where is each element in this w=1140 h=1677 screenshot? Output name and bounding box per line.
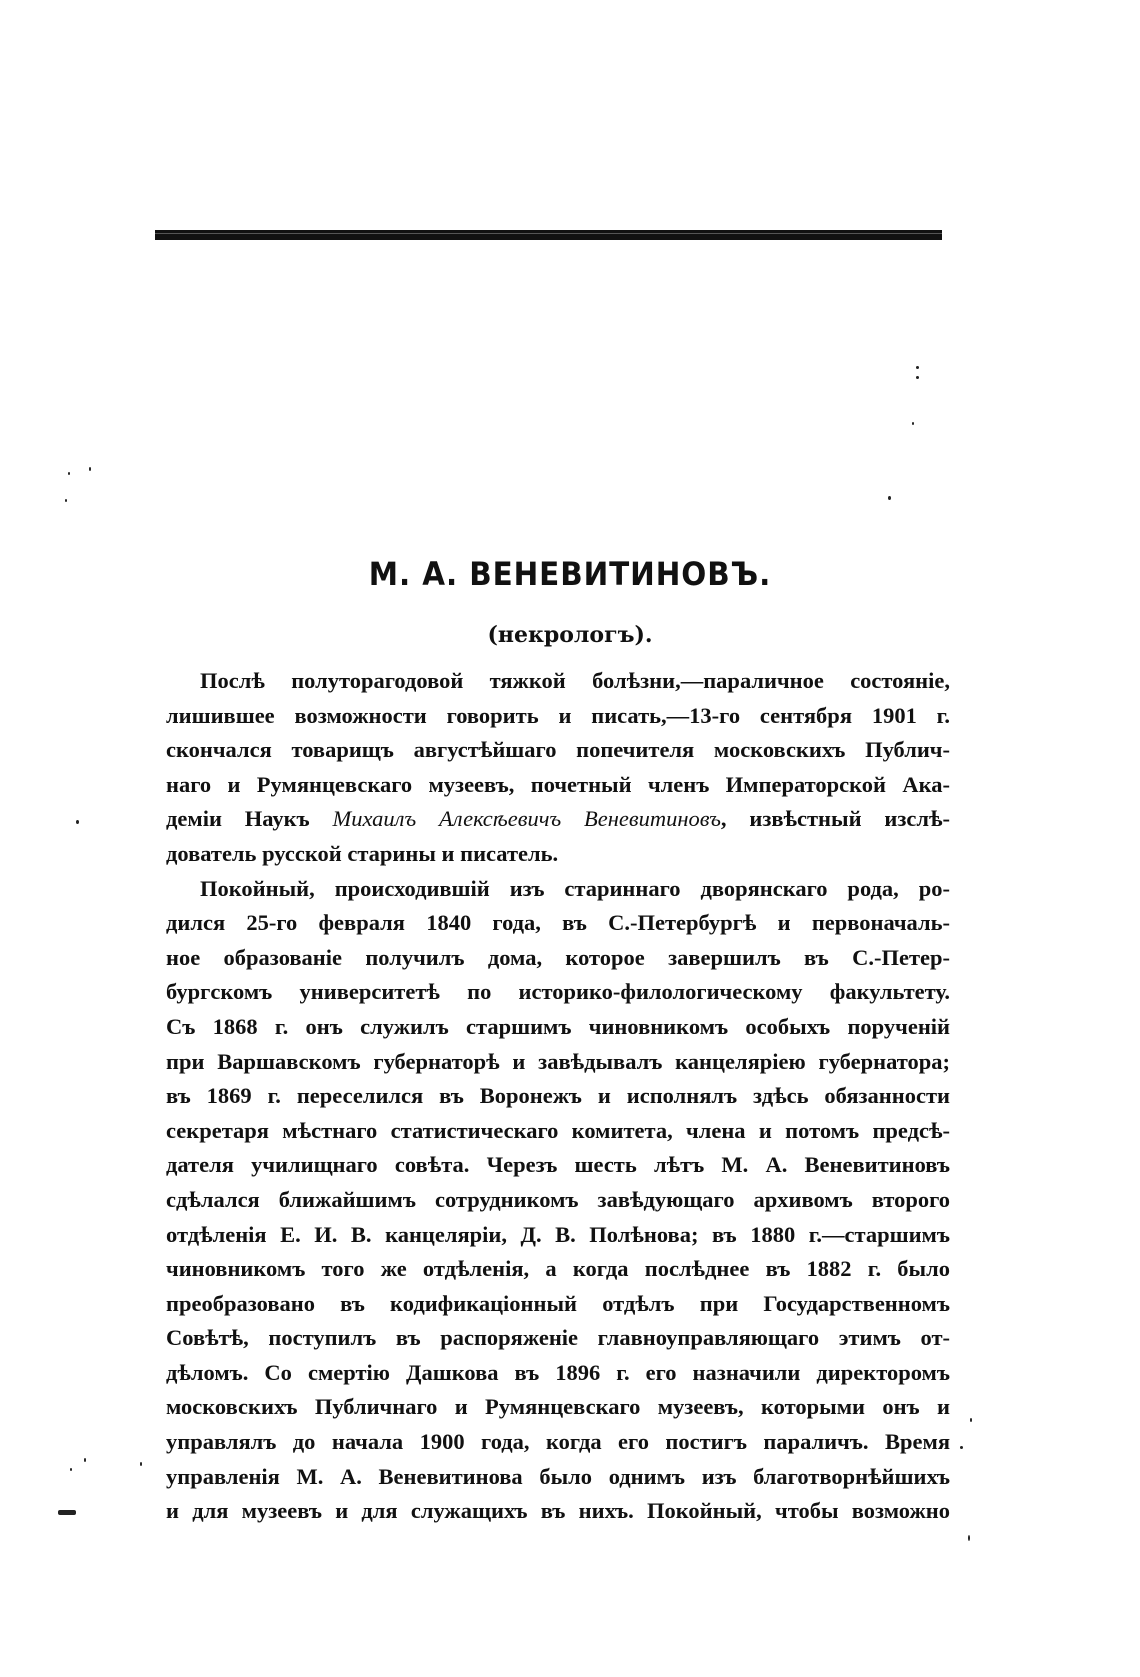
- scan-speck: [970, 1418, 972, 1422]
- text-line: дѣломъ. Со смертію Дашкова въ 1896 г. его назначили директоромъ: [166, 1359, 950, 1385]
- text-line: лишившее возможности говорить и писать,—13-го сентября 1901 г.: [166, 702, 950, 728]
- scan-speck: [58, 1510, 76, 1515]
- text-line: Съ 1868 г. онъ служилъ старшимъ чиновникомъ особыхъ порученій: [166, 1013, 950, 1039]
- scan-speck: [68, 472, 70, 475]
- scan-speck: [916, 376, 919, 379]
- text-line: отдѣленія Е. И. В. канцеляріи, Д. В. Полѣнова; въ 1880 г.—старшимъ: [166, 1221, 950, 1247]
- scan-speck: [960, 1446, 963, 1449]
- text-line: Совѣтѣ, поступилъ въ распоряженіе главноуправляющаго этимъ от-: [166, 1325, 950, 1351]
- text-line: въ 1869 г. переселился въ Воронежъ и исполнялъ здѣсь обязанности: [166, 1083, 950, 1109]
- scan-speck: [89, 467, 91, 471]
- scan-speck: [76, 820, 79, 824]
- paragraph-2: [166, 872, 950, 1529]
- text-line: и для музеевъ и для служащихъ въ нихъ. Покойный, чтобы возможно: [166, 1498, 950, 1524]
- page-subtitle: (некрологъ).: [487, 622, 653, 648]
- page-title: М. А. ВЕНЕВИТИНОВЪ.: [368, 555, 772, 593]
- text-line: бургскомъ университетѣ по историко-филологическому факультету.: [166, 979, 950, 1005]
- text-line: ное образованіе получилъ дома, которое завершилъ въ С.-Петер-: [166, 944, 950, 970]
- scan-speck: [916, 366, 919, 369]
- body-text: [166, 664, 950, 1529]
- text-line: управлялъ до начала 1900 года, когда его постигъ параличъ. Время: [166, 1429, 950, 1455]
- scan-speck: [70, 1468, 72, 1471]
- person-name: Михаилъ Алексѣевичъ Веневитиновъ: [332, 806, 721, 832]
- text-line: преобразовано въ кодификаціонный отдѣлъ при Государственномъ: [166, 1290, 950, 1316]
- text-line: дователь русской старины и писатель.: [166, 840, 559, 866]
- text-line: скончался товарищъ августѣйшаго попечителя московскихъ Публич-: [166, 737, 950, 763]
- text-line: при Варшавскомъ губернаторѣ и завѣдывалъ канцеляріею губернатора;: [166, 1048, 950, 1074]
- scan-speck: [912, 422, 914, 425]
- text-line: управленія М. А. Веневитинова было однимъ изъ благотворнѣйшихъ: [166, 1463, 950, 1489]
- scan-speck: [888, 496, 891, 500]
- text-line: московскихъ Публичнаго и Румянцевскаго музеевъ, которыми онъ и: [166, 1394, 950, 1420]
- text-line: секретаря мѣстнаго статистическаго комитета, члена и потомъ предсѣ-: [166, 1117, 950, 1143]
- text-line: Покойный, происходившій изъ стариннаго дворянскаго рода, ро-: [200, 875, 950, 901]
- scan-speck: [140, 1462, 142, 1466]
- text-line: дателя училищнаго совѣта. Черезъ шесть лѣтъ М. А. Веневитиновъ: [166, 1152, 950, 1178]
- text-line: деміи Наукъ Михаилъ Алексѣевичъ Веневитиновъ, извѣстный изслѣ-: [166, 806, 950, 832]
- text-line: дился 25-го февраля 1840 года, въ С.-Петербургѣ и первоначаль-: [166, 910, 950, 936]
- text-line: Послѣ полуторагодовой тяжкой болѣзни,—параличное состояніе,: [200, 668, 950, 693]
- text-line: чиновникомъ того же отдѣленія, а когда послѣднее въ 1882 г. было: [166, 1256, 950, 1282]
- paragraph-1: [166, 664, 950, 872]
- top-horizontal-rule: [155, 230, 942, 240]
- text-line: сдѣлался ближайшимъ сотрудникомъ завѣдующаго архивомъ второго: [166, 1186, 950, 1212]
- scan-speck: [968, 1535, 970, 1541]
- scan-speck: [84, 1458, 86, 1462]
- scan-speck: [65, 499, 67, 502]
- text-line: наго и Румянцевскаго музеевъ, почетный членъ Императорской Ака-: [166, 771, 950, 797]
